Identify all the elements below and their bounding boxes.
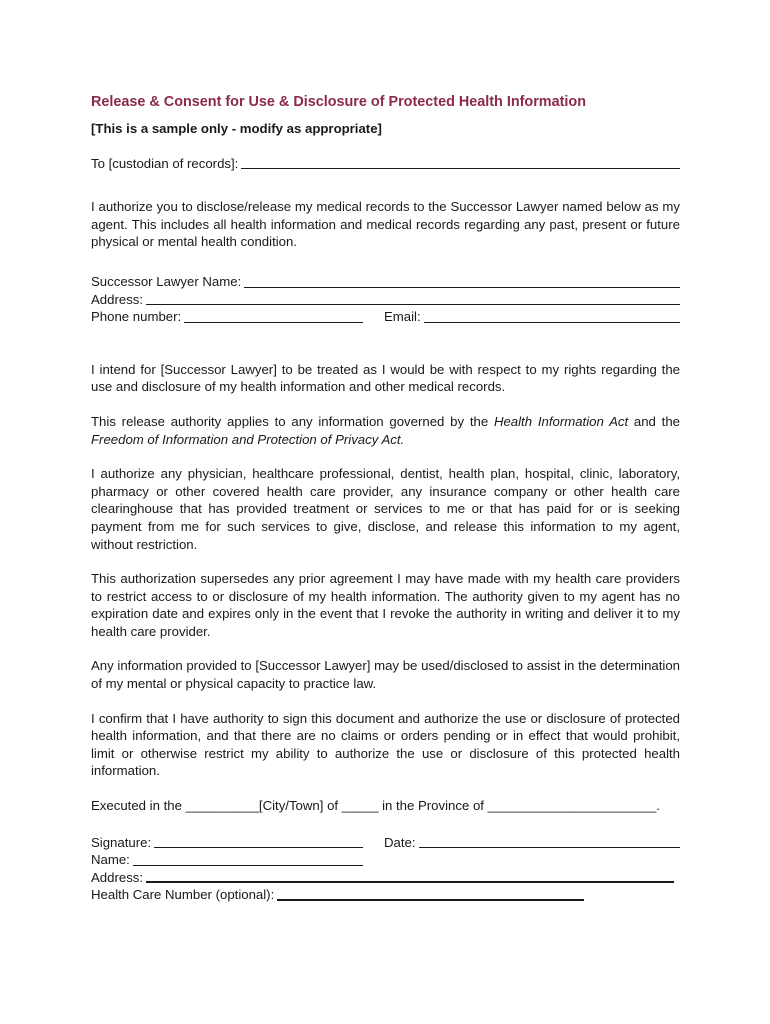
sample-notice: [This is a sample only - modify as appropriate] — [91, 121, 382, 136]
confirmation-paragraph: I confirm that I have authority to sign this document and authorize the use or disclosure of protected health information, and that there are no claims or orders pending or in effect that would prohibit, limit or otherwise restrict my ability to authorize the use or disclosure of this protected health information. — [91, 710, 680, 779]
intent-paragraph: I intend for [Successor Lawyer] to be treated as I would be with respect to my rights regarding the use and disclosure of my health information and other medical records. — [91, 361, 680, 395]
capacity-paragraph: Any information provided to [Successor Lawyer] may be used/disclosed to assist in the determination of my mental or physical capacity to practice law. — [91, 658, 680, 692]
date-group — [384, 834, 680, 852]
signature-label: Signature: — [91, 834, 152, 850]
document-title: Release & Consent for Use & Disclosure of Protected Health Information — [91, 94, 586, 110]
lawyer-address-field[interactable] — [146, 291, 680, 306]
phone-email-line — [91, 308, 680, 326]
custodian-label: To [custodian of records]: — [91, 155, 239, 171]
email-label: Email: — [384, 309, 421, 325]
signature-field[interactable] — [154, 834, 363, 849]
lawyer-name-field[interactable] — [244, 273, 680, 288]
signature-group — [91, 834, 363, 852]
name-label: Name: — [91, 852, 130, 868]
phone-label: Phone number: — [91, 309, 182, 325]
authorization-paragraph: I authorize you to disclose/release my medical records to the Successor Lawyer named below as my agent. This includes all health information and medical records regarding any past, present or future physical or mental health condition. — [91, 199, 680, 250]
lawyer-address-line — [91, 291, 680, 309]
signature-date-line — [91, 834, 680, 852]
lawyer-name-label: Successor Lawyer Name: — [91, 273, 242, 289]
custodian-line — [91, 155, 680, 173]
lawyer-address-label: Address: — [91, 291, 144, 307]
health-card-line — [91, 886, 584, 904]
custodian-field[interactable] — [241, 155, 680, 170]
email-group — [384, 308, 680, 326]
foip-act: Freedom of Information and Protection of Privacy Act. — [91, 431, 405, 447]
date-field[interactable] — [419, 834, 680, 849]
executed-line: Executed in the __________[City/Town] of _____ in the Province of _______________________. — [91, 798, 660, 814]
provider-authorization-paragraph: I authorize any physician, healthcare professional, dentist, health plan, hospital, clinic, laboratory, pharmacy or other covered health care provider, any insurance company or other health care clearinghouse that has provided treatment or services to me or that has paid for or is seeking payment from me for such services to give, disclose, and release this information to my agent, without restriction. — [91, 466, 680, 552]
lawyer-name-line — [91, 273, 680, 291]
phone-group — [91, 308, 363, 326]
release-authority-paragraph — [91, 413, 680, 448]
release-authority-text: This release authority applies to any information governed by the — [91, 413, 494, 429]
phone-field[interactable] — [184, 308, 363, 323]
supersedes-paragraph: This authorization supersedes any prior agreement I may have made with my health care providers to restrict access to or disclosure of my health information. The authority given to my agent has no expiration date and expires only in the event that I revoke the authority in writing and deliver it to my health care provider. — [91, 571, 680, 639]
address-field[interactable] — [146, 869, 674, 884]
name-line — [91, 851, 363, 869]
email-field[interactable] — [424, 308, 680, 323]
release-form — [91, 93, 680, 904]
address-line — [91, 869, 674, 887]
health-information-act: Health Information Act — [493, 413, 629, 429]
release-authority-connector: and the — [628, 413, 680, 429]
date-label: Date: — [384, 834, 416, 850]
address-label: Address: — [91, 869, 144, 885]
health-card-field[interactable] — [277, 886, 584, 901]
health-card-label: Health Care Number (optional): — [91, 887, 275, 903]
name-field[interactable] — [133, 851, 363, 866]
